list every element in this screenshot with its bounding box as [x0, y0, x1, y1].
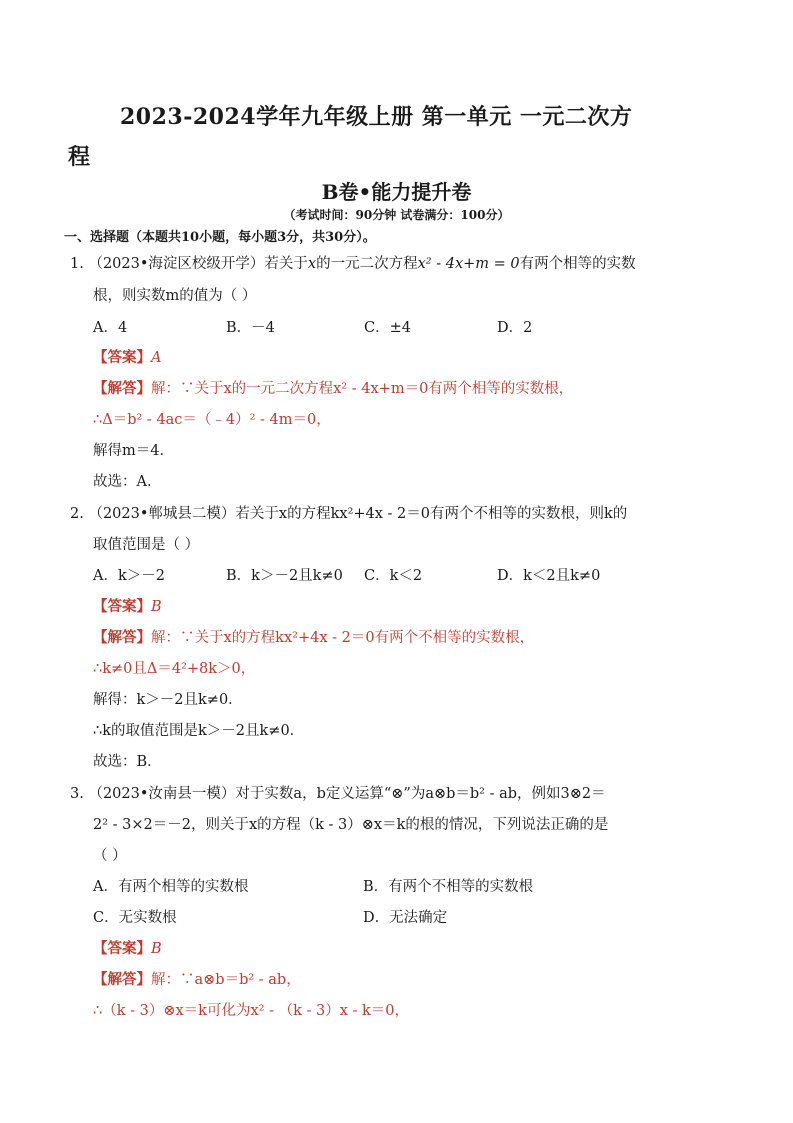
document-subtitle: B卷•能力提升卷	[321, 180, 472, 204]
question-1-solution-line1: 【解答】解：∵关于x的一元二次方程x² - 4x+m＝0有两个相等的实数根，	[93, 380, 574, 397]
question-2-stem: 2. （2023•郸城县二模）若关于x的方程kx²+4x - 2＝0有两个不相等的实数根，则k的	[70, 506, 628, 522]
question-number: 1.	[70, 256, 84, 272]
option-c: C．±4	[364, 320, 411, 336]
question-2-solution-line4: ∴k的取值范围是k＞－2且k≠0．	[93, 723, 305, 739]
question-number: 2.	[70, 506, 84, 522]
question-2-stem-line2: 取值范围是（ ）	[93, 537, 200, 553]
question-3-answer: 【答案】B	[93, 940, 162, 957]
question-source: （2023•郸城县二模）	[88, 506, 236, 522]
question-2-solution-line3: 解得：k＞－2且k≠0．	[93, 692, 243, 708]
option-b: B．k＞－2且k≠0	[226, 568, 343, 584]
option-b: B．有两个不相等的实数根	[363, 879, 534, 895]
question-3-stem-line2: 2² - 3×2＝－2，则关于x的方程（k - 3）⊗x＝k的根的情况，下列说法正确的是	[93, 817, 609, 833]
question-2-answer: 【答案】B	[93, 598, 162, 615]
option-b: B．－4	[226, 320, 275, 336]
question-1-solution-line3: 解得m＝4．	[93, 443, 174, 459]
equation: x² - 4x+m = 0	[417, 256, 520, 272]
question-number: 3.	[70, 786, 84, 802]
question-2-solution-line5: 故选：B．	[93, 754, 162, 770]
question-3-stem: 3. （2023•汝南县一模）对于实数a，b定义运算“⊗”为a⊗b＝b² - ab，例如3⊗2＝	[70, 786, 606, 802]
question-source: （2023•海淀区校级开学）	[88, 256, 265, 272]
question-2-options	[93, 564, 600, 585]
document-title-continued: 程	[68, 144, 91, 170]
question-1-answer: 【答案】A	[93, 349, 162, 366]
option-a: A．有两个相等的实数根	[93, 879, 249, 895]
section-heading: 一、选择题（本题共10小题，每小题3分，共30分）。	[64, 230, 376, 245]
question-3-options-row1	[93, 875, 533, 896]
option-a: A．k＞－2	[93, 568, 165, 584]
question-2-solution-line1: 【解答】解：∵关于x的方程kx²+4x - 2＝0有两个不相等的实数根，	[93, 629, 535, 646]
question-source: （2023•汝南县一模）	[88, 786, 236, 802]
question-1-options	[93, 316, 532, 337]
option-d: D．2	[497, 320, 533, 336]
question-1-solution-line4: 故选：A．	[93, 474, 162, 490]
question-3-stem-line3: （ ）	[93, 848, 127, 864]
option-d: D．无法确定	[363, 910, 448, 926]
option-d: D．k＜2且k≠0	[497, 568, 601, 584]
option-c: C．k＜2	[364, 568, 423, 584]
question-1-stem: 1. （2023•海淀区校级开学）若关于x的一元二次方程x² - 4x+m = 0有两个相等的实数	[70, 256, 636, 272]
question-3-solution-line2: ∴（k - 3）⊗x＝k可化为x² - （k - 3）x - k＝0，	[93, 1003, 410, 1019]
option-a: A．4	[93, 320, 128, 336]
question-1-stem-line2: 根，则实数m的值为（ ）	[93, 288, 257, 304]
option-c: C．无实数根	[93, 910, 177, 926]
question-2-solution-line2: ∴k≠0且Δ＝4²+8k＞0，	[93, 661, 256, 677]
question-3-solution-line1: 【解答】解：∵a⊗b＝b² - ab，	[93, 971, 301, 988]
document-title: 2023-2024学年九年级上册 第一单元 一元二次方	[120, 104, 633, 130]
exam-info: （考试时间：90分钟 试卷满分：100分）	[283, 208, 510, 222]
question-1-solution-line2: ∴Δ＝b² - 4ac＝（﹣4）² - 4m＝0，	[93, 412, 331, 428]
question-3-options-row2	[93, 906, 447, 927]
